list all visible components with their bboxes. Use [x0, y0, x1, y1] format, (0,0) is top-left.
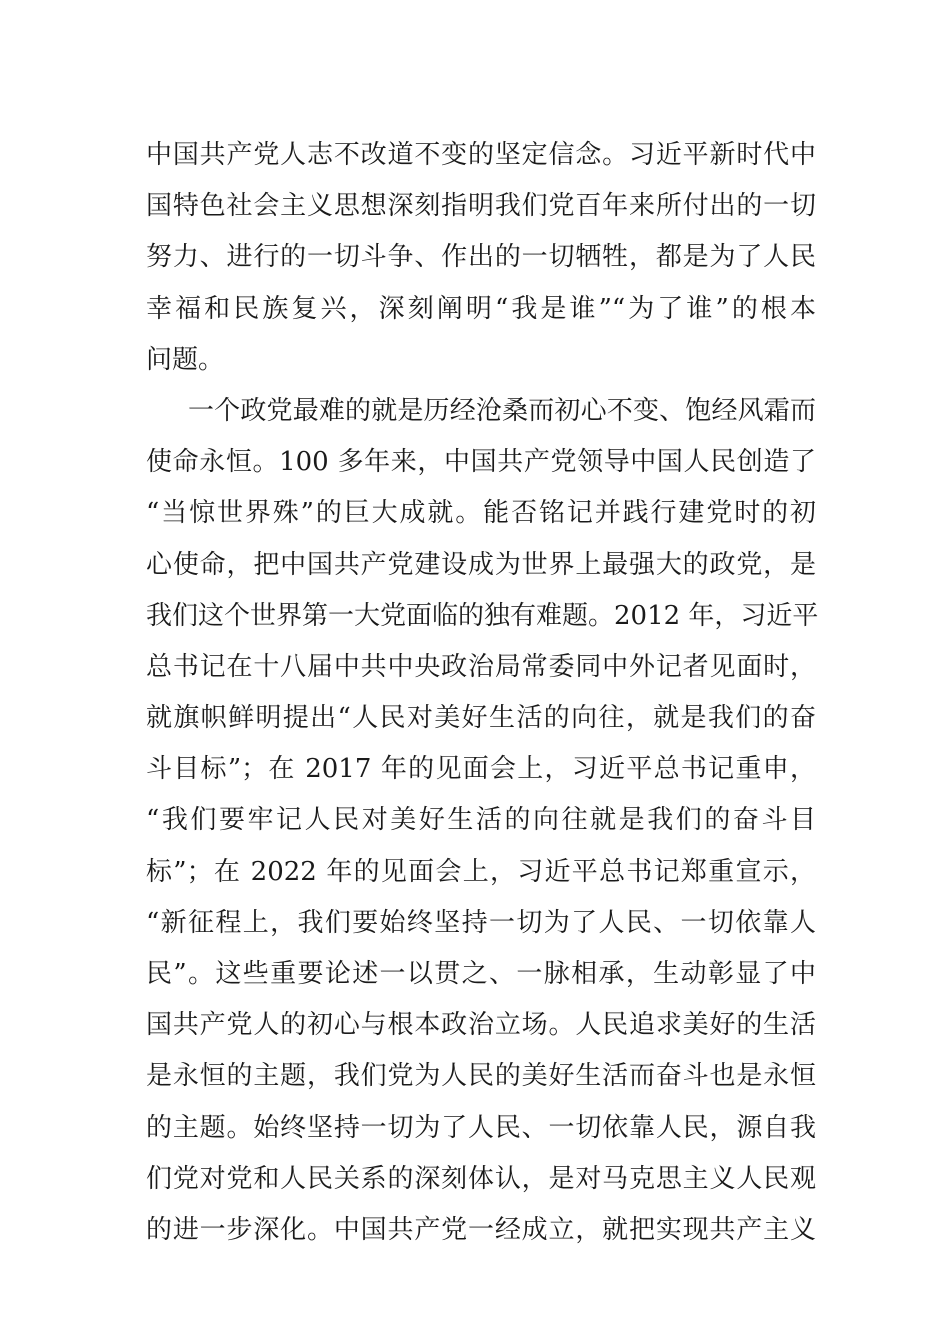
text-line: 是永恒的主题，我们党为人民的美好生活而奋斗也是永恒 [146, 1061, 816, 1092]
text-line: 们党对党和人民关系的深刻体认，是对马克思主义人民观 [146, 1163, 816, 1194]
text-line: 问题。 [146, 344, 225, 375]
text-line: “我们要牢记人民对美好生活的向往就是我们的奋斗目 [146, 805, 816, 836]
text-line: 国特色社会主义思想深刻指明我们党百年来所付出的一切 [146, 191, 816, 222]
text-line: 标”；在 2022 年的见面会上，习近平总书记郑重宣示， [146, 856, 816, 887]
text-line: 民”。这些重要论述一以贯之、一脉相承，生动彰显了中 [146, 959, 816, 989]
text-line: 使命永恒。100 多年来，中国共产党领导中国人民创造了 [146, 447, 816, 478]
text-line: 斗目标”；在 2017 年的见面会上，习近平总书记重申， [146, 754, 816, 785]
text-line: 的主题。始终坚持一切为了人民、一切依靠人民，源自我 [146, 1112, 816, 1143]
text-line: 心使命，把中国共产党建设成为世界上最强大的政党，是 [146, 549, 816, 580]
text-line: 中国共产党人志不改道不变的坚定信念。习近平新时代中 [146, 140, 816, 170]
text-line: 的进一步深化。中国共产党一经成立，就把实现共产主义 [146, 1214, 816, 1245]
text-line: 总书记在十八届中共中央政治局常委同中外记者见面时， [146, 651, 816, 682]
text-line: 努力、进行的一切斗争、作出的一切牺牲，都是为了人民 [146, 242, 816, 273]
text-line: 我们这个世界第一大党面临的独有难题。2012 年，习近平 [146, 600, 819, 631]
text-line: 国共产党人的初心与根本政治立场。人民追求美好的生活 [146, 1010, 816, 1041]
text-line: “当惊世界殊”的巨大成就。能否铭记并践行建党时的初 [146, 498, 816, 529]
paragraph-first-line: 一个政党最难的就是历经沧桑而初心不变、饱经风霜而 [188, 395, 816, 426]
text-line: “新征程上，我们要始终坚持一切为了人民、一切依靠人 [146, 907, 816, 938]
text-line: 就旗帜鲜明提出“人民对美好生活的向往，就是我们的奋 [146, 703, 816, 734]
text-line: 幸福和民族复兴，深刻阐明“我是谁”“为了谁”的根本 [146, 293, 816, 324]
body-text [146, 130, 819, 1256]
